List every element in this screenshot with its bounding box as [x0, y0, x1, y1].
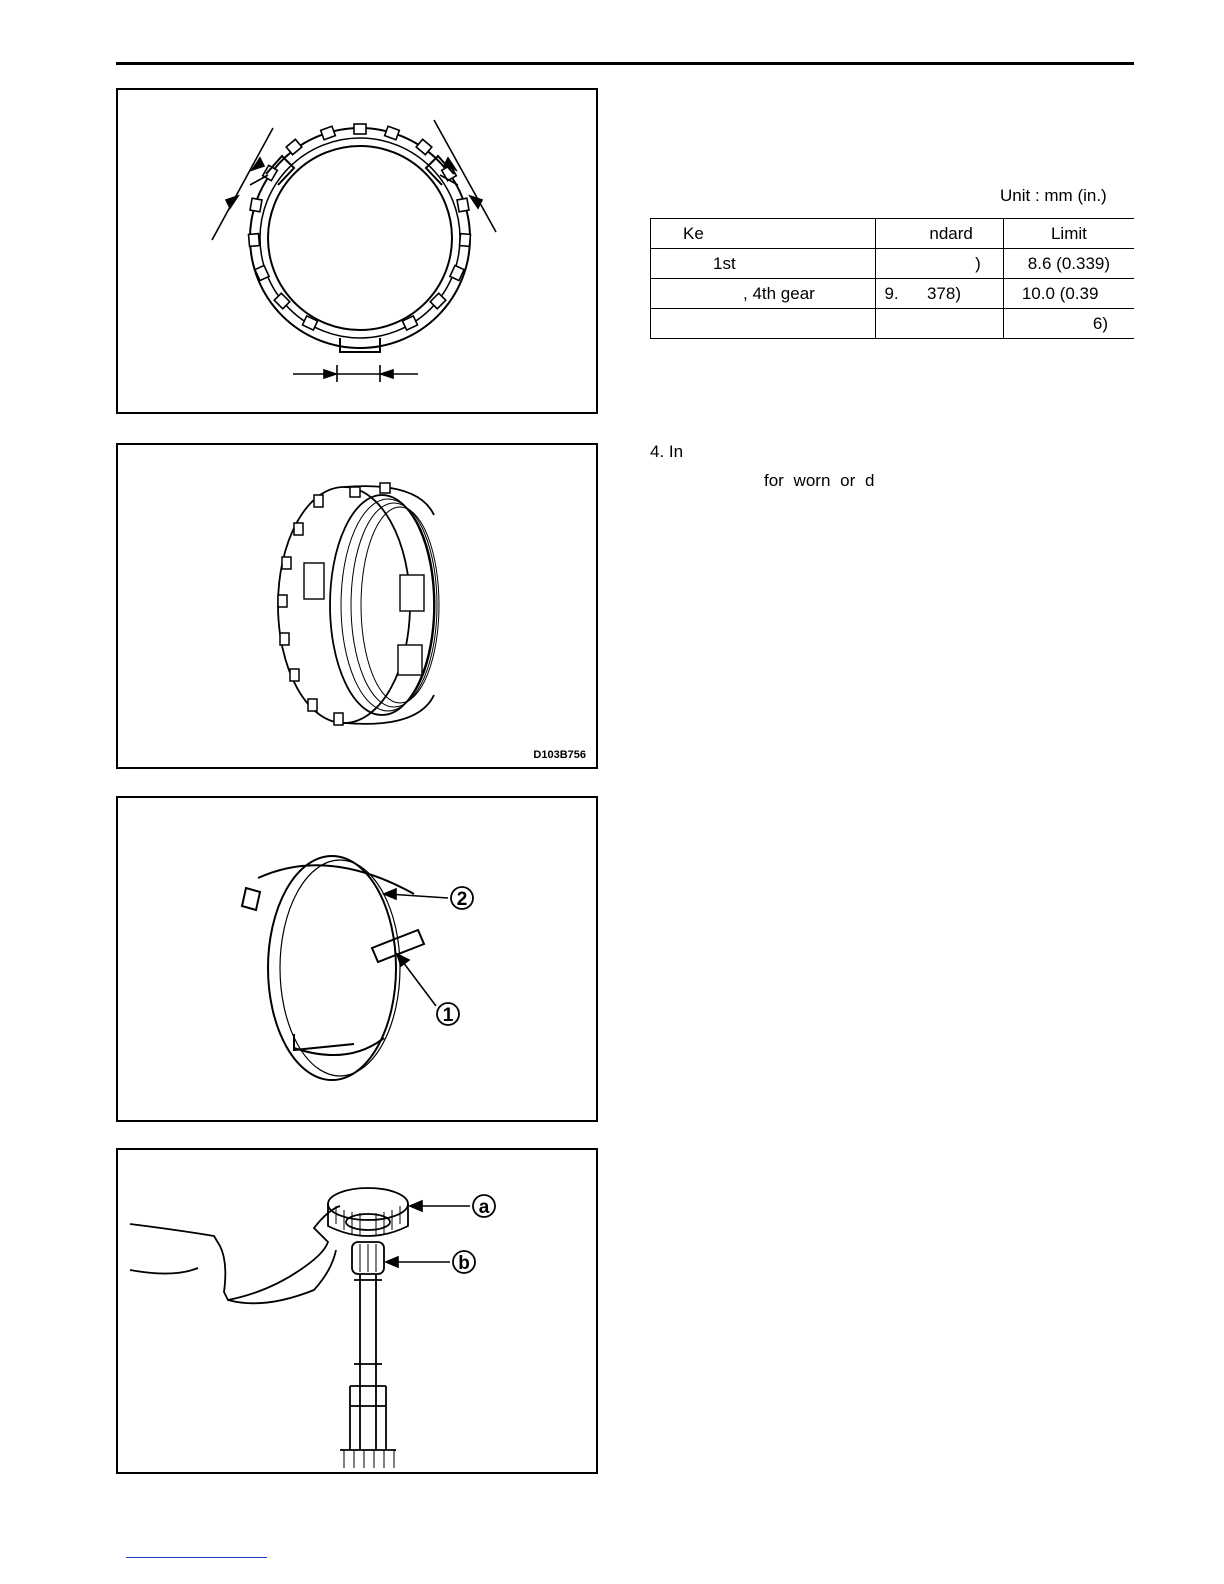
ring-lugs: [304, 563, 424, 675]
table-cell: [651, 309, 876, 339]
header-cell: ndard: [876, 219, 1003, 249]
footer-link-underline[interactable]: [126, 1557, 267, 1558]
figure-gear-installation: [116, 1148, 598, 1474]
step-heading: 4. In: [650, 442, 684, 461]
callout-2: [451, 887, 473, 910]
table-cell: 6): [1003, 309, 1134, 339]
header-cell: Limit: [1003, 219, 1134, 249]
svg-text:b: b: [458, 1253, 470, 1274]
header-rule: [116, 62, 1134, 65]
table-cell: , 4th gear: [651, 279, 876, 309]
gear-teeth-lines: [336, 1206, 400, 1468]
figure-synchronizer-ring-clearance: [116, 88, 598, 414]
spec-table: [650, 218, 1134, 339]
synchronizer-ring-top-view: [118, 90, 600, 416]
table-row: [651, 249, 1135, 279]
table-cell: 8.6 (0.339): [1003, 249, 1134, 279]
table-cell: ): [876, 249, 1003, 279]
synchronizer-ring-perspective-drawing: [118, 445, 600, 771]
table-cell: 9. 378): [876, 279, 1003, 309]
spring-ring-drawing: [118, 798, 600, 1124]
shaft: [360, 1274, 376, 1450]
svg-text:2: 2: [456, 889, 468, 910]
figure-synchronizer-ring-perspective: [116, 443, 598, 769]
table-cell: 1st: [651, 249, 876, 279]
table-row: [651, 279, 1135, 309]
figure-synchronizer-spring: [116, 796, 598, 1122]
ring-slots: [266, 156, 454, 352]
figure-code: D103B756: [533, 749, 586, 761]
svg-text:a: a: [478, 1197, 490, 1218]
gear-top: [328, 1188, 408, 1220]
table-row: [651, 309, 1135, 339]
callout-a: [473, 1195, 495, 1218]
header-cell: Ke: [651, 219, 876, 249]
table-cell: 10.0 (0.39: [1003, 279, 1134, 309]
clearance-arrows: [212, 120, 496, 382]
spring-ring-top: [258, 865, 414, 894]
gear-on-shaft-drawing: [118, 1150, 600, 1476]
table-cell: [876, 309, 1003, 339]
ring-bore: [268, 146, 452, 330]
table-header-row: [651, 219, 1135, 249]
unit-label: Unit : mm (in.): [1000, 186, 1107, 205]
hand-outline: [130, 1206, 340, 1300]
ring-outer-edge: [250, 128, 470, 348]
step-text: for worn or d: [764, 471, 875, 490]
ring-perspective-teeth: [278, 483, 390, 725]
callout-1: [437, 1003, 459, 1026]
callout-b: [453, 1251, 475, 1274]
svg-text:1: 1: [442, 1005, 454, 1026]
ring-inner-step: [260, 138, 460, 338]
